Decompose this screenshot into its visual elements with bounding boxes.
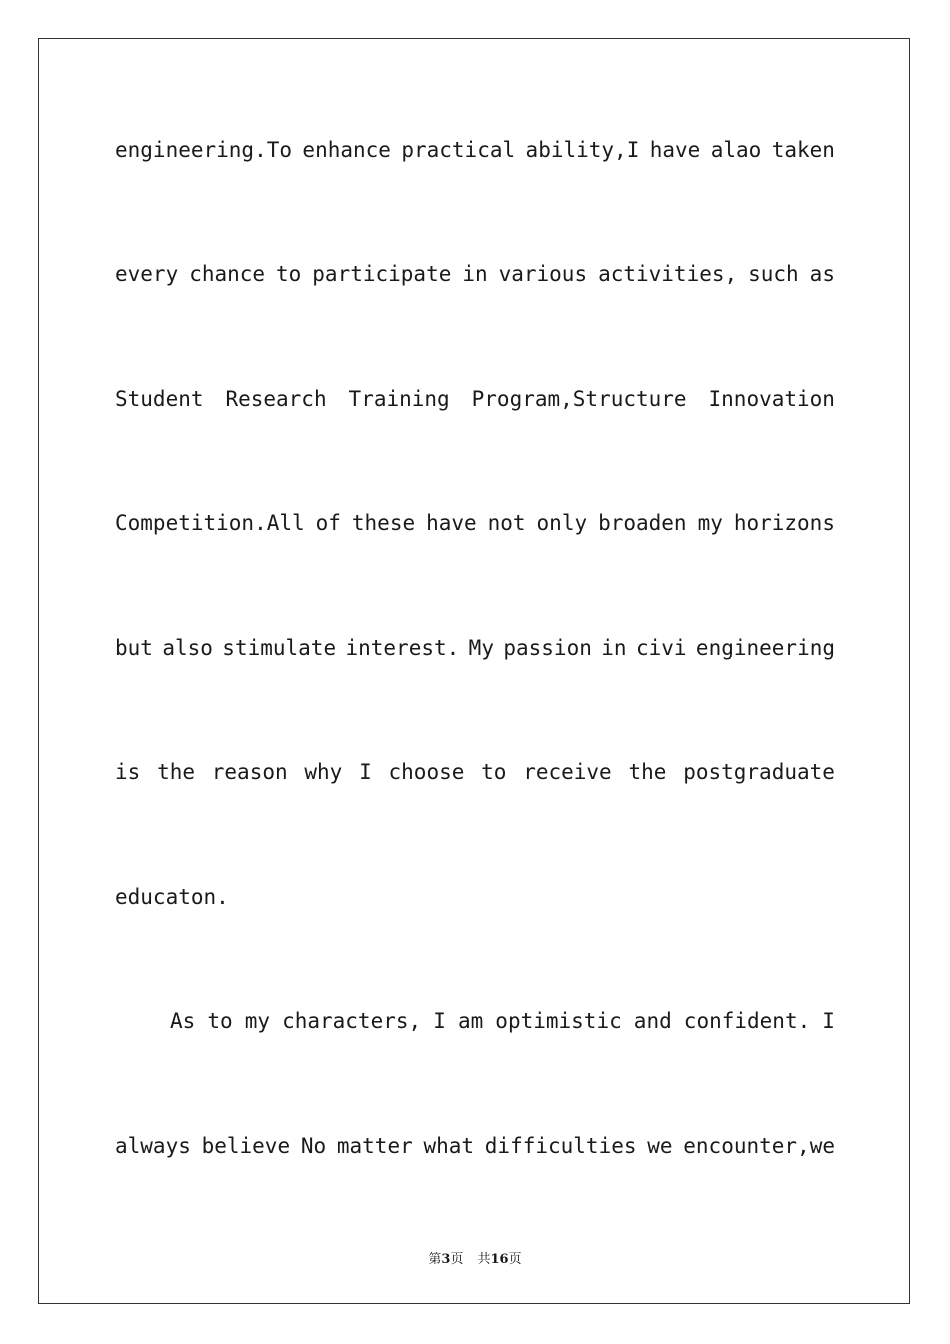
word: in [601, 636, 627, 660]
page-footer [0, 1248, 950, 1267]
word: believe [201, 1134, 291, 1158]
page-prefix: 第 [428, 1252, 442, 1267]
word: the [628, 760, 667, 784]
word: Student [115, 387, 204, 411]
word: Training [348, 387, 450, 411]
word: confident. [683, 1009, 811, 1033]
word: engineering.To [115, 138, 293, 162]
word: always [115, 1134, 191, 1158]
word: Competition.All [115, 511, 305, 535]
word: to [481, 760, 507, 784]
word: but [115, 636, 153, 660]
word: every [115, 262, 179, 286]
word: chance [189, 262, 266, 286]
word: to [276, 262, 302, 286]
word: As [170, 1009, 196, 1033]
word: and [633, 1009, 672, 1033]
text-line-9 [115, 1133, 835, 1159]
word: have [649, 138, 701, 162]
word: receive [523, 760, 612, 784]
word: taken [771, 138, 835, 162]
word: broaden [598, 511, 687, 535]
word: I [433, 1009, 446, 1033]
word: interest. [345, 636, 460, 660]
word: various [498, 262, 588, 286]
word: these [351, 511, 416, 535]
word: civi [635, 636, 687, 660]
word: have [426, 511, 477, 535]
word: my [697, 511, 723, 535]
word: practical [401, 138, 516, 162]
word: we [647, 1134, 673, 1158]
word: not [487, 511, 526, 535]
text-line-6 [115, 759, 835, 785]
word: activities, [598, 262, 738, 286]
total-prefix: 共 [477, 1252, 491, 1267]
word: such [748, 262, 799, 286]
text-line-1 [115, 137, 835, 163]
word: difficulties [484, 1134, 637, 1158]
text-line-8 [115, 1008, 835, 1034]
word: I [359, 760, 372, 784]
word: is [115, 760, 141, 784]
word: passion [503, 636, 592, 660]
text-line-2 [115, 261, 835, 287]
word: stimulate [222, 636, 337, 660]
page-total: 16 [490, 1252, 509, 1267]
word: I [822, 1009, 835, 1033]
word: ability,I [525, 138, 640, 162]
word: also [162, 636, 213, 660]
word: enhance [302, 138, 391, 162]
word: No [300, 1134, 327, 1158]
word: postgraduate [683, 760, 835, 784]
word: choose [388, 760, 465, 784]
word: engineering [695, 636, 835, 660]
word: only [536, 511, 588, 535]
word: of [315, 511, 341, 535]
word: alao [710, 138, 762, 162]
text-line-5 [115, 635, 835, 661]
text-line-7 [115, 884, 835, 910]
word: reason [211, 760, 288, 784]
word: am [457, 1009, 484, 1033]
word: participate [312, 262, 452, 286]
page-suffix: 页 [450, 1252, 464, 1267]
word: matter [336, 1134, 413, 1158]
word: encounter,we [683, 1134, 835, 1158]
word: educaton. [115, 885, 229, 909]
word: optimistic [495, 1009, 622, 1033]
word: My [468, 636, 494, 660]
text-line-3 [115, 386, 835, 412]
word: Innovation [708, 387, 835, 411]
word: to [207, 1009, 233, 1033]
word: characters, [282, 1009, 422, 1033]
word: Research [225, 387, 327, 411]
word: what [423, 1134, 475, 1158]
word: in [462, 262, 488, 286]
page-current: 3 [441, 1252, 451, 1267]
word: why [304, 760, 343, 784]
word: Program,Structure [471, 387, 687, 411]
word: as [809, 262, 835, 286]
total-suffix: 页 [508, 1252, 522, 1267]
page-frame [38, 38, 910, 1304]
word: my [244, 1009, 271, 1033]
word: horizons [733, 511, 835, 535]
word: the [157, 760, 195, 784]
text-line-4 [115, 510, 835, 536]
